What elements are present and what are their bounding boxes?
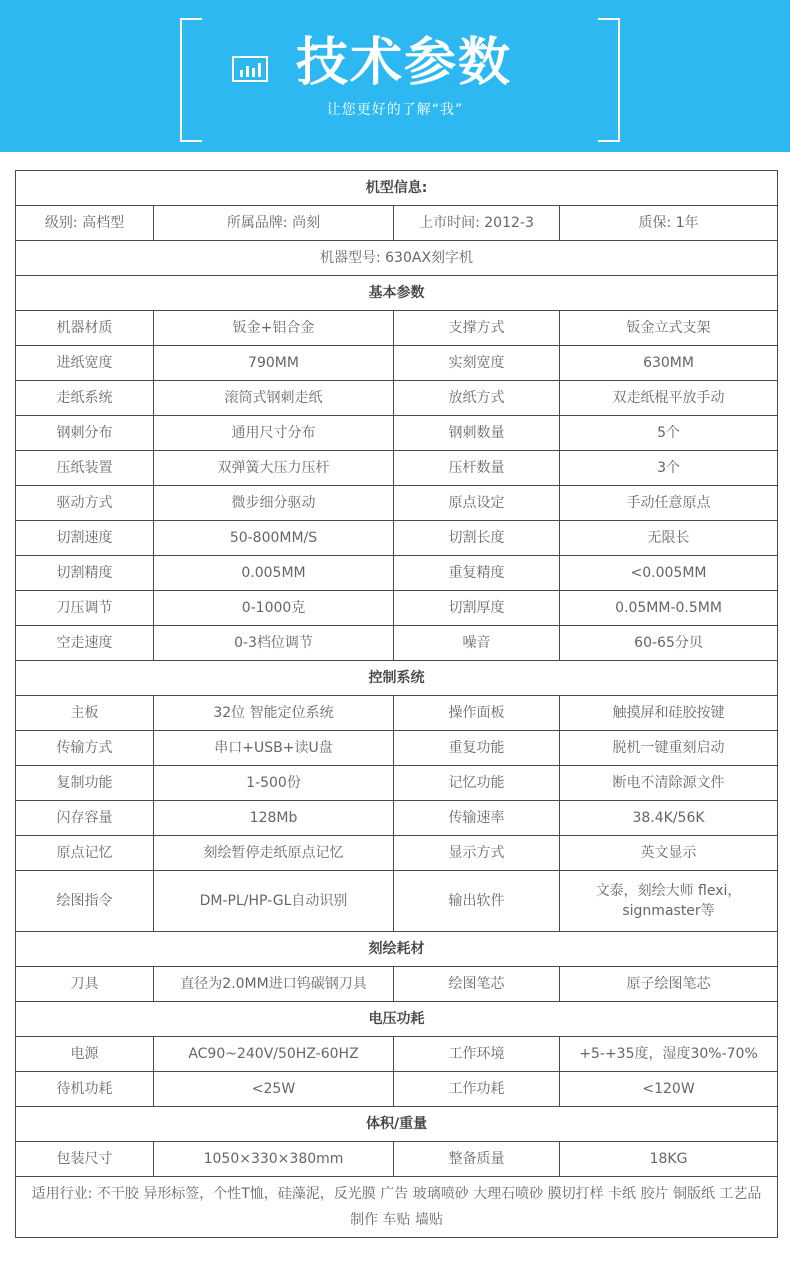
spec-value: AC90~240V/50HZ-60HZ	[154, 1037, 394, 1072]
spec-value: 手动任意原点	[560, 486, 778, 521]
section-machine-info: 机型信息:	[16, 171, 778, 206]
spec-label: 输出软件	[394, 871, 560, 932]
section-header-row	[16, 1002, 778, 1037]
spec-row	[16, 486, 778, 521]
spec-value: 串口+USB+读U盘	[154, 731, 394, 766]
machine-model-row	[16, 241, 778, 276]
section-power: 电压功耗	[16, 1002, 778, 1037]
spec-row	[16, 521, 778, 556]
spec-value: 触摸屏和硅胶按键	[560, 696, 778, 731]
header-banner	[0, 0, 790, 152]
spec-label: 显示方式	[394, 836, 560, 871]
section-header-row	[16, 661, 778, 696]
section-header-row	[16, 1107, 778, 1142]
spec-label: 待机功耗	[16, 1072, 154, 1107]
spec-value: 3个	[560, 451, 778, 486]
spec-value: 无限长	[560, 521, 778, 556]
spec-label: 工作功耗	[394, 1072, 560, 1107]
spec-label: 钢刺分布	[16, 416, 154, 451]
spec-value: 双弹簧大压力压杆	[154, 451, 394, 486]
spec-value: 32位 智能定位系统	[154, 696, 394, 731]
spec-value: 刻绘暂停走纸原点记忆	[154, 836, 394, 871]
spec-value: 原子绘图笔芯	[560, 967, 778, 1002]
spec-label: 切割速度	[16, 521, 154, 556]
spec-value: 128Mb	[154, 801, 394, 836]
spec-row	[16, 967, 778, 1002]
spec-label: 包装尺寸	[16, 1142, 154, 1177]
spec-label: 记忆功能	[394, 766, 560, 801]
spec-row	[16, 1142, 778, 1177]
spec-value: 1-500份	[154, 766, 394, 801]
spec-row	[16, 871, 778, 932]
spec-label: 放纸方式	[394, 381, 560, 416]
spec-label: 切割厚度	[394, 591, 560, 626]
spec-value: DM-PL/HP-GL自动识别	[154, 871, 394, 932]
section-consumables: 刻绘耗材	[16, 932, 778, 967]
spec-row	[16, 591, 778, 626]
spec-label: 噪音	[394, 626, 560, 661]
spec-label: 原点记忆	[16, 836, 154, 871]
spec-label: 刀具	[16, 967, 154, 1002]
spec-value: 1050×330×380mm	[154, 1142, 394, 1177]
spec-value: 0-3档位调节	[154, 626, 394, 661]
machine-level: 级别: 高档型	[16, 206, 154, 241]
spec-label: 主板	[16, 696, 154, 731]
spec-label: 电源	[16, 1037, 154, 1072]
machine-brand: 所属品牌: 尚刻	[154, 206, 394, 241]
page-title: 技术参数	[296, 33, 513, 93]
spec-label: 驱动方式	[16, 486, 154, 521]
spec-value: +5-+35度，湿度30%-70%	[560, 1037, 778, 1072]
spec-label: 原点设定	[394, 486, 560, 521]
spec-value: 直径为2.0MM进口钨碳钢刀具	[154, 967, 394, 1002]
spec-value: 630MM	[560, 346, 778, 381]
section-header-row	[16, 276, 778, 311]
footer-row	[16, 1177, 778, 1238]
spec-label: 空走速度	[16, 626, 154, 661]
section-basic: 基本参数	[16, 276, 778, 311]
spec-label: 压纸装置	[16, 451, 154, 486]
page-subtitle: 让您更好的了解“我”	[326, 102, 464, 118]
spec-value: <25W	[154, 1072, 394, 1107]
spec-value: 0.05MM-0.5MM	[560, 591, 778, 626]
spec-label: 实刻宽度	[394, 346, 560, 381]
spec-row	[16, 1072, 778, 1107]
spec-row	[16, 731, 778, 766]
spec-label: 重复精度	[394, 556, 560, 591]
spec-label: 机器材质	[16, 311, 154, 346]
section-header-row	[16, 932, 778, 967]
spec-label: 走纸系统	[16, 381, 154, 416]
spec-row	[16, 346, 778, 381]
spec-row	[16, 696, 778, 731]
spec-value: <120W	[560, 1072, 778, 1107]
spec-value: 50-800MM/S	[154, 521, 394, 556]
spec-row	[16, 311, 778, 346]
section-control: 控制系统	[16, 661, 778, 696]
spec-label: 压杆数量	[394, 451, 560, 486]
spec-table	[15, 170, 778, 1238]
spec-value: <0.005MM	[560, 556, 778, 591]
spec-row	[16, 381, 778, 416]
section-header-row	[16, 171, 778, 206]
machine-model: 机器型号: 630AX刻字机	[16, 241, 778, 276]
industries-note: 适用行业: 不干胶 异形标签，个性T恤，硅藻泥，反光膜 广告 玻璃喷砂 大理石喷砂 膜切打样 卡纸 胶片 铜版纸 工艺品制作 车贴 墙贴	[16, 1177, 778, 1238]
spec-value: 0-1000克	[154, 591, 394, 626]
spec-value: 英文显示	[560, 836, 778, 871]
section-volume: 体积/重量	[16, 1107, 778, 1142]
spec-row	[16, 451, 778, 486]
spec-value: 60-65分贝	[560, 626, 778, 661]
spec-value: 脱机一键重刻启动	[560, 731, 778, 766]
spec-value: 5个	[560, 416, 778, 451]
spec-label: 绘图笔芯	[394, 967, 560, 1002]
spec-row	[16, 1037, 778, 1072]
spec-value: 790MM	[154, 346, 394, 381]
machine-release: 上市时间: 2012-3	[394, 206, 560, 241]
spec-label: 传输速率	[394, 801, 560, 836]
spec-value: 微步细分驱动	[154, 486, 394, 521]
spec-value: 通用尺寸分布	[154, 416, 394, 451]
spec-value: 38.4K/56K	[560, 801, 778, 836]
spec-label: 整备质量	[394, 1142, 560, 1177]
spec-label: 绘图指令	[16, 871, 154, 932]
spec-row	[16, 836, 778, 871]
machine-info-row	[16, 206, 778, 241]
spec-label: 进纸宽度	[16, 346, 154, 381]
spec-label: 工作环境	[394, 1037, 560, 1072]
spec-value: 18KG	[560, 1142, 778, 1177]
spec-value: 断电不清除源文件	[560, 766, 778, 801]
machine-warranty: 质保: 1年	[560, 206, 778, 241]
spec-value: 钣金立式支架	[560, 311, 778, 346]
spec-label: 传输方式	[16, 731, 154, 766]
spec-label: 切割长度	[394, 521, 560, 556]
frame-bracket-right	[598, 18, 620, 142]
spec-row	[16, 766, 778, 801]
spec-row	[16, 556, 778, 591]
spec-row	[16, 801, 778, 836]
spec-value: 0.005MM	[154, 556, 394, 591]
spec-value: 滚筒式钢刺走纸	[154, 381, 394, 416]
spec-label: 复制功能	[16, 766, 154, 801]
spec-value: 双走纸棍平放手动	[560, 381, 778, 416]
spec-label: 切割精度	[16, 556, 154, 591]
spec-label: 重复功能	[394, 731, 560, 766]
spec-label: 刀压调节	[16, 591, 154, 626]
frame-bracket-left	[180, 18, 202, 142]
spec-value: 文泰，刻绘大师 flexi，signmaster等	[560, 871, 778, 932]
spec-row	[16, 416, 778, 451]
spec-label: 操作面板	[394, 696, 560, 731]
spec-label: 闪存容量	[16, 801, 154, 836]
spec-label: 钢刺数量	[394, 416, 560, 451]
spec-label: 支撑方式	[394, 311, 560, 346]
spec-value: 钣金+铝合金	[154, 311, 394, 346]
bar-chart-icon	[232, 56, 268, 82]
spec-row	[16, 626, 778, 661]
